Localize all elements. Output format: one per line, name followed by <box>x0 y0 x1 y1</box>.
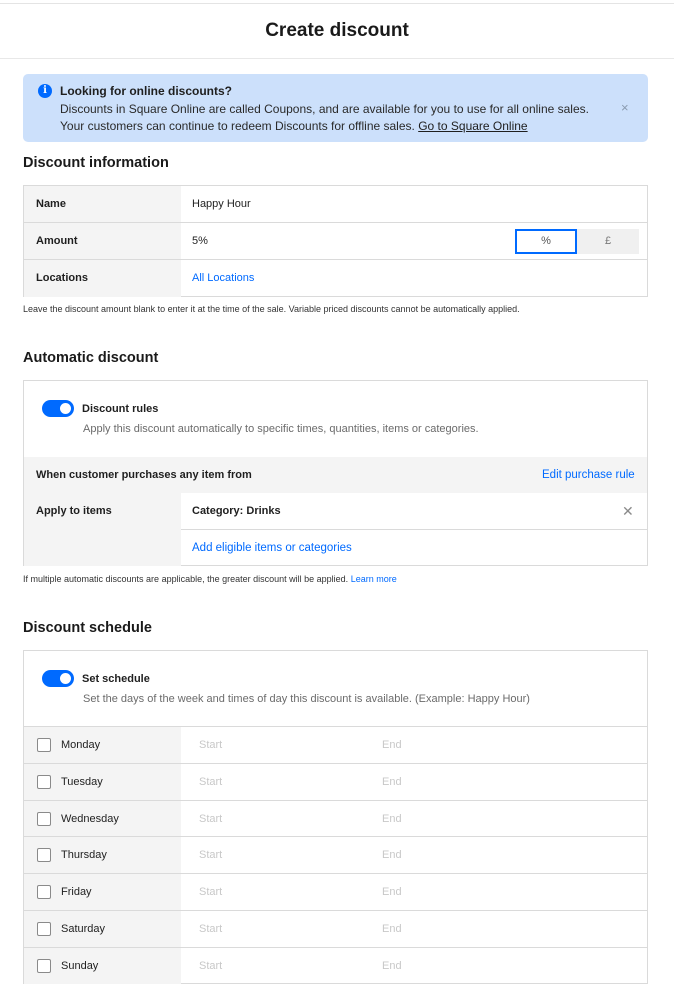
day-label-cell <box>24 837 181 873</box>
day-name: Friday <box>61 886 92 899</box>
automatic-discount-note <box>23 574 397 584</box>
schedule-day-row <box>24 947 647 984</box>
day-label-cell <box>24 801 181 837</box>
pound-option-button[interactable]: £ <box>577 229 639 254</box>
add-eligible-items-link[interactable]: Add eligible items or categories <box>192 542 352 554</box>
info-icon: i <box>38 84 52 98</box>
category-drinks-value: Category: Drinks <box>192 505 281 517</box>
apply-to-items-label: Apply to items <box>36 505 112 517</box>
amount-note: Leave the discount amount blank to enter it at the time of the sale. Variable priced discounts cannot be automatically applied. <box>23 304 520 314</box>
set-schedule-toggle[interactable] <box>42 670 74 687</box>
day-name: Sunday <box>61 959 99 972</box>
day-label-cell <box>24 911 181 947</box>
automatic-discount-heading: Automatic discount <box>23 350 159 366</box>
banner-close-icon[interactable]: × <box>621 100 629 115</box>
day-label-cell <box>24 764 181 800</box>
day-name: Wednesday <box>61 812 119 825</box>
start-time-input[interactable]: Start <box>199 739 223 751</box>
discount-information-heading: Discount information <box>23 155 169 171</box>
day-name: Thursday <box>61 849 107 862</box>
discount-rules-label: Discount rules <box>82 403 159 415</box>
day-label-cell <box>24 948 181 984</box>
end-time-input[interactable]: End <box>382 812 402 825</box>
discount-information-table <box>23 185 648 297</box>
online-discounts-banner <box>23 74 648 142</box>
name-input[interactable]: Happy Hour <box>192 198 251 210</box>
day-name: Saturday <box>61 923 106 935</box>
discount-schedule-panel <box>23 650 648 984</box>
schedule-day-row <box>24 836 647 873</box>
category-drinks-row <box>181 493 647 530</box>
name-row <box>24 186 647 223</box>
end-time-input[interactable]: End <box>382 959 402 972</box>
name-label: Name <box>24 186 181 222</box>
automatic-note-text: If multiple automatic discounts are applicable, the greater discount will be applied. <box>23 574 349 584</box>
start-time-input[interactable]: Start <box>199 959 223 972</box>
automatic-discount-panel <box>23 380 648 566</box>
percent-option-button[interactable]: % <box>515 229 577 254</box>
day-name: Tuesday <box>61 775 103 788</box>
banner-body: Discounts in Square Online are called Coupons, and are available for you to use for all online sales. Your customers can continue to redeem Discounts for offline sales. <box>60 102 589 133</box>
end-time-input[interactable]: End <box>382 775 402 788</box>
apply-to-items-cell <box>24 493 181 566</box>
start-time-input[interactable]: Start <box>199 886 223 899</box>
edit-purchase-rule-link[interactable]: Edit purchase rule <box>542 469 635 481</box>
schedule-day-row <box>24 800 647 837</box>
top-divider <box>0 3 674 4</box>
end-time-input[interactable]: End <box>382 886 402 899</box>
schedule-day-row <box>24 910 647 947</box>
day-checkbox[interactable] <box>37 775 51 789</box>
schedule-day-row <box>24 726 647 763</box>
day-checkbox[interactable] <box>37 922 51 936</box>
day-name: Monday <box>61 739 101 751</box>
locations-label: Locations <box>24 260 181 297</box>
amount-row <box>24 223 647 260</box>
amount-label: Amount <box>24 223 181 259</box>
discount-schedule-heading: Discount schedule <box>23 620 152 636</box>
day-checkbox[interactable] <box>37 738 51 752</box>
purchase-rule-bar <box>24 457 647 493</box>
start-time-input[interactable]: Start <box>199 923 223 935</box>
schedule-day-row <box>24 873 647 910</box>
end-time-input[interactable]: End <box>382 739 402 751</box>
page-title: Create discount <box>265 20 409 41</box>
end-time-input[interactable]: End <box>382 849 402 862</box>
amount-input[interactable]: 5% <box>192 235 208 247</box>
day-label-cell <box>24 874 181 910</box>
learn-more-link[interactable]: Learn more <box>350 574 397 584</box>
header-divider <box>0 58 674 59</box>
start-time-input[interactable]: Start <box>199 775 223 788</box>
all-locations-link[interactable]: All Locations <box>192 272 255 284</box>
set-schedule-label: Set schedule <box>82 673 150 685</box>
day-checkbox[interactable] <box>37 812 51 826</box>
day-checkbox[interactable] <box>37 848 51 862</box>
day-checkbox[interactable] <box>37 959 51 973</box>
banner-title: Looking for online discounts? <box>60 84 232 98</box>
day-label-cell <box>24 727 181 763</box>
day-checkbox[interactable] <box>37 885 51 899</box>
start-time-input[interactable]: Start <box>199 849 223 862</box>
set-schedule-description: Set the days of the week and times of day this discount is available. (Example: Happy Hour) <box>83 693 530 705</box>
schedule-day-row <box>24 763 647 800</box>
go-to-square-online-link[interactable]: Go to Square Online <box>418 119 528 133</box>
locations-row <box>24 260 647 297</box>
remove-category-icon[interactable]: ✕ <box>622 503 634 519</box>
end-time-input[interactable]: End <box>382 923 402 935</box>
discount-rules-toggle[interactable] <box>42 400 74 417</box>
purchase-rule-text: When customer purchases any item from <box>36 469 252 481</box>
discount-rules-description: Apply this discount automatically to specific times, quantities, items or categories. <box>83 423 479 435</box>
banner-text <box>60 101 605 135</box>
start-time-input[interactable]: Start <box>199 812 223 825</box>
